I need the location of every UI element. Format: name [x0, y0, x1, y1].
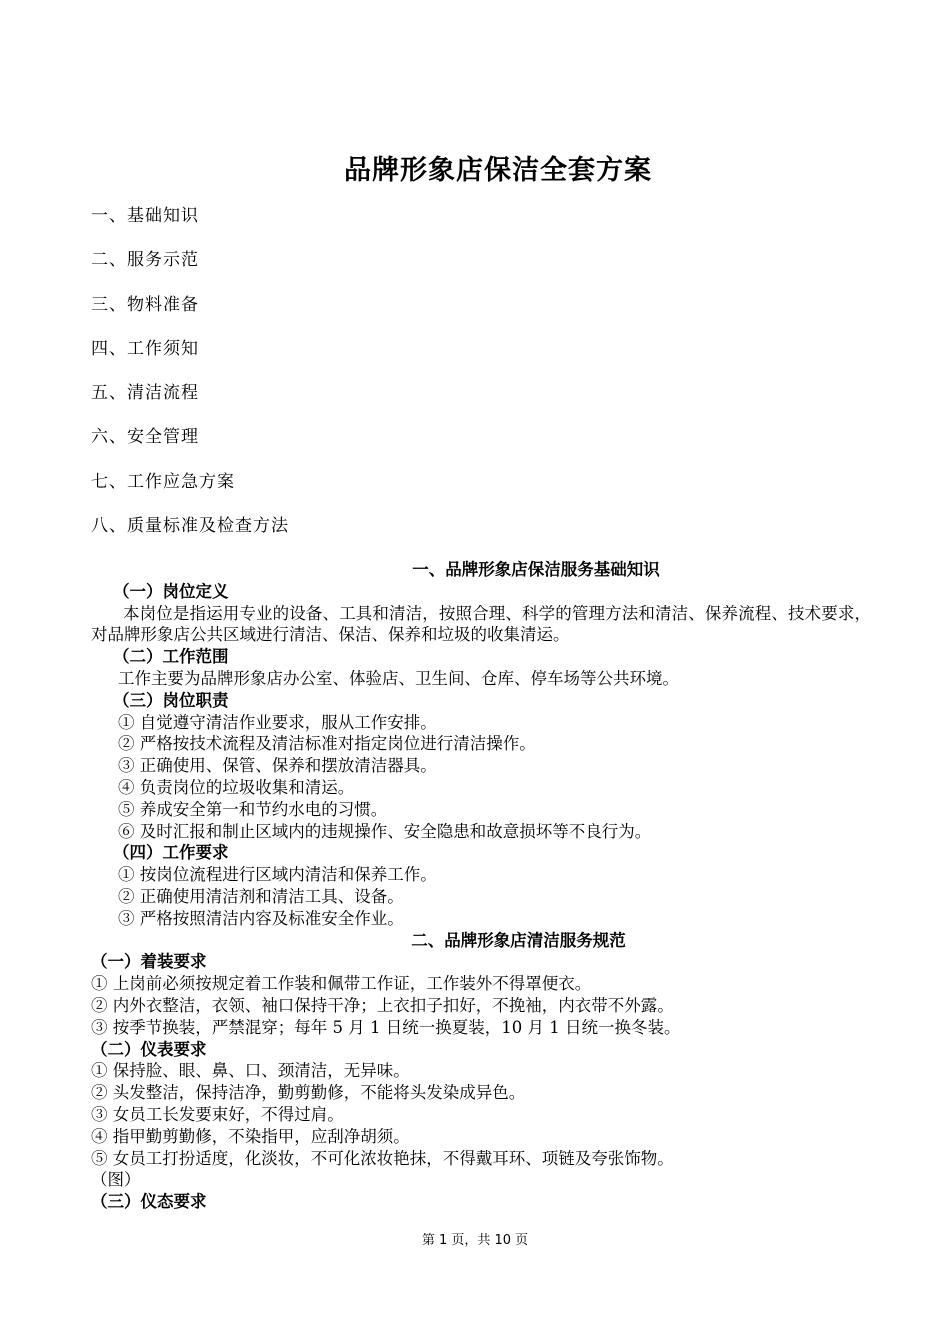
subsection-heading: （一）岗位定义 — [113, 581, 229, 601]
toc-item: 八、质量标准及检查方法 — [91, 516, 289, 537]
subsection-heading: （二）工作范围 — [113, 647, 229, 667]
subsection-heading: （三）仪态要求 — [91, 1192, 207, 1212]
list-item: ⑥ 及时汇报和制止区域内的违规操作、安全隐患和故意损坏等不良行为。 — [118, 821, 652, 841]
list-item: ① 按岗位流程进行区域内清洁和保养工作。 — [118, 865, 437, 885]
list-item: ① 自觉遵守清洁作业要求，服从工作安排。 — [118, 712, 437, 732]
document-body — [91, 559, 871, 1213]
toc-item: 三、物料准备 — [91, 294, 199, 315]
list-item: ③ 正确使用、保管、保养和摆放清洁器具。 — [118, 756, 437, 776]
toc-item: 六、安全管理 — [91, 427, 199, 448]
figure-note: （图） — [91, 1170, 141, 1190]
list-item: ② 正确使用清洁剂和清洁工具、设备。 — [118, 886, 404, 906]
list-item: ② 严格按技术流程及清洁标准对指定岗位进行清洁操作。 — [118, 734, 536, 754]
toc-item: 五、清洁流程 — [91, 383, 199, 404]
paragraph: 本岗位是指运用专业的设备、工具和清洁，按照合理、科学的管理方法和清洁、保养流程、技术要求，对品牌形象店公共区域进行清洁、保洁、保养和垃圾的收集清运。 — [91, 603, 871, 645]
subsection-heading: （一）着装要求 — [91, 952, 207, 972]
list-item: ① 上岗前必须按规定着工作装和佩带工作证，工作装外不得罩便衣。 — [91, 974, 592, 994]
list-item: ③ 严格按照清洁内容及标准安全作业。 — [118, 908, 404, 928]
subsection-heading: （三）岗位职责 — [113, 690, 229, 710]
subsection-heading: （二）仪表要求 — [91, 1039, 207, 1059]
toc-item: 四、工作须知 — [91, 338, 199, 359]
list-item: ④ 负责岗位的垃圾收集和清运。 — [118, 777, 355, 797]
subsection-heading: （四）工作要求 — [113, 843, 229, 863]
toc-item: 一、基础知识 — [91, 206, 199, 226]
list-item: ⑤ 养成安全第一和节约水电的习惯。 — [118, 799, 388, 819]
table-of-contents — [91, 201, 289, 555]
page-footer: 第 1 页，共 10 页 — [421, 1233, 529, 1248]
list-item: ③ 女员工长发要束好，不得过肩。 — [91, 1104, 344, 1124]
toc-item: 七、工作应急方案 — [91, 471, 235, 492]
section-heading: 一、品牌形象店保洁服务基础知识 — [412, 560, 660, 579]
list-item: ⑤ 女员工打扮适度，化淡妆，不可化浓妆艳抹，不得戴耳环、项链及夸张饰物。 — [91, 1148, 674, 1168]
paragraph: 工作主要为品牌形象店办公室、体验店、卫生间、仓库、停车场等公共环境。 — [118, 668, 679, 688]
list-item: ④ 指甲勤剪勤修，不染指甲，应刮净胡须。 — [91, 1126, 410, 1146]
list-item: ② 头发整洁，保持洁净，勤剪勤修，不能将头发染成异色。 — [91, 1083, 526, 1103]
list-item: ③ 按季节换装，严禁混穿；每年 5 月 1 日统一换夏装，10 月 1 日统一换冬装。 — [91, 1017, 681, 1037]
list-item: ② 内外衣整洁，衣领、袖口保持干净；上衣扣子扣好，不挽袖，内衣带不外露。 — [91, 995, 674, 1015]
list-item: ① 保持脸、眼、鼻、口、颈清洁，无异味。 — [91, 1061, 410, 1081]
section-heading: 二、品牌形象店清洁服务规范 — [411, 930, 626, 950]
document-title: 品牌形象店保洁全套方案 — [344, 155, 652, 186]
toc-item: 二、服务示范 — [91, 250, 199, 271]
